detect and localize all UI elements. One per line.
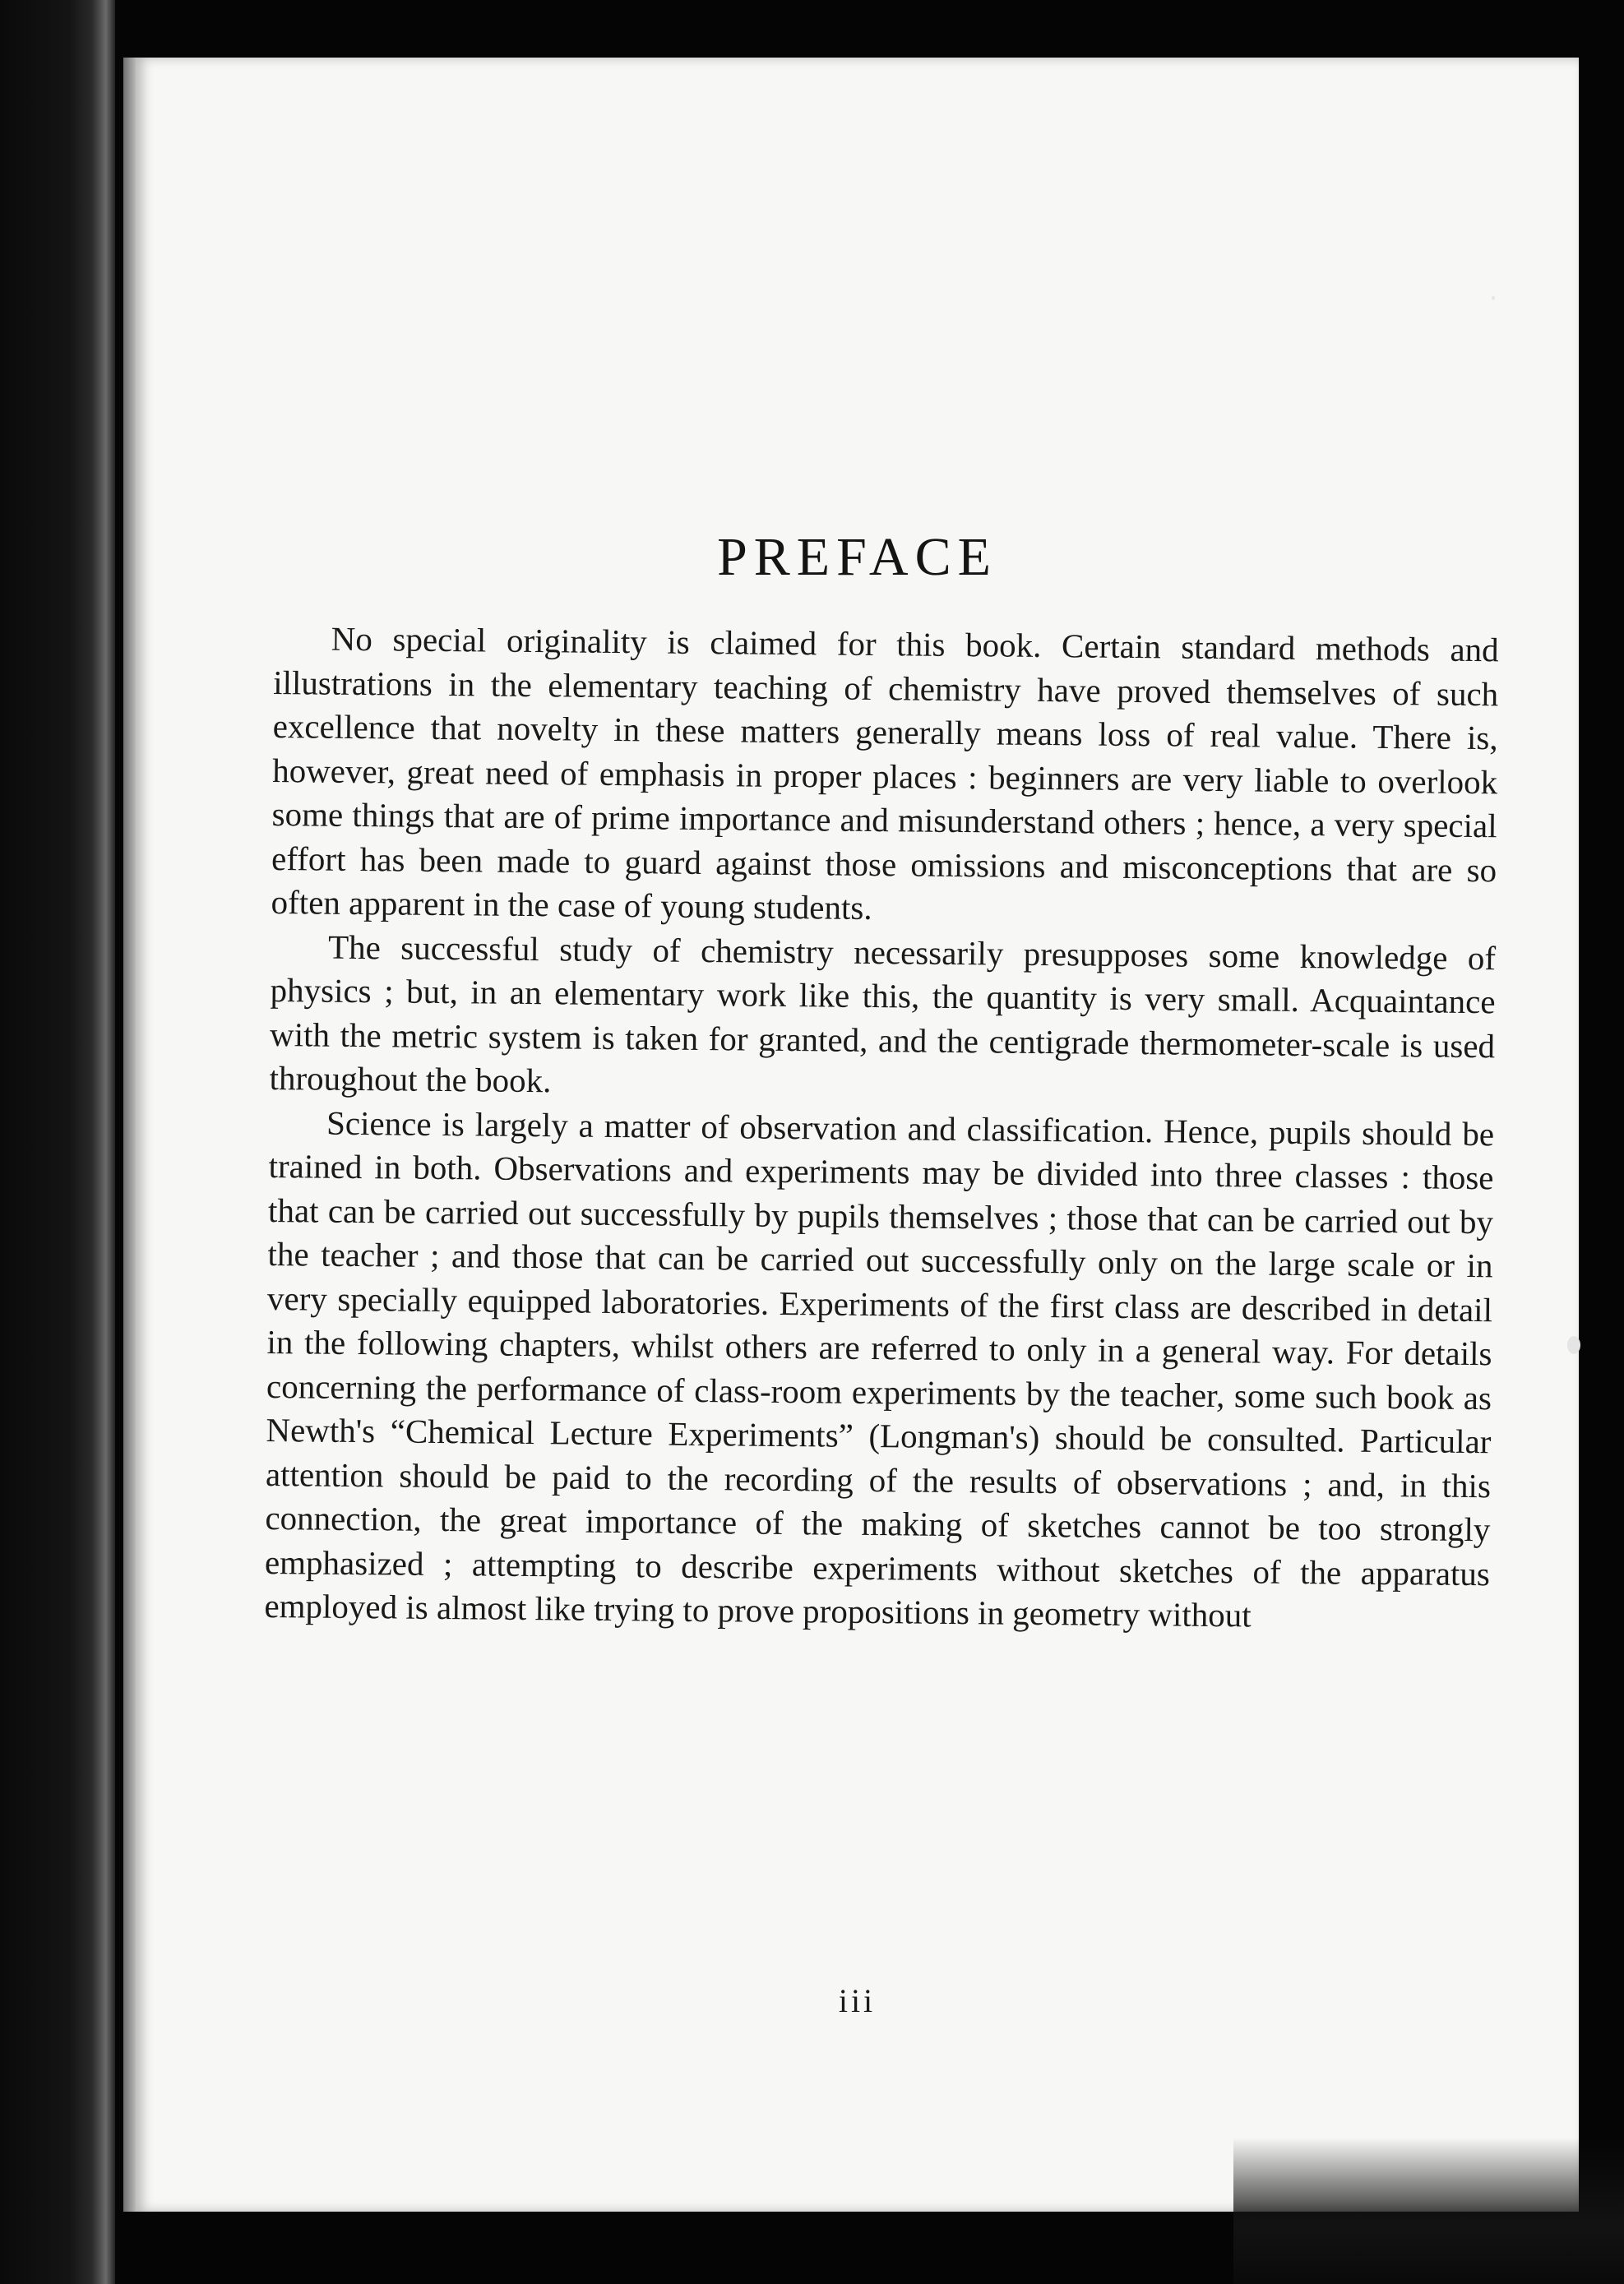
- scan-speck: [1567, 1336, 1580, 1354]
- facing-page-edge: [0, 0, 115, 2284]
- preface-body: [264, 617, 1499, 1640]
- scan-shadow: [1233, 2138, 1624, 2284]
- scan-speck: [1492, 296, 1495, 300]
- book-page: [136, 58, 1579, 2212]
- paragraph-2: The successful study of chemistry necessarily presupposes some knowledge of physics ; but, in an elementary work like this, the quantity is very small. Acquaintance with the metric system is taken for granted, and the centigrade thermometer-scale is used throughout the book.: [269, 927, 1497, 1100]
- page-number: iii: [838, 1982, 877, 2019]
- page-title: PREFACE: [717, 527, 997, 587]
- paragraph-3: Science is largely a matter of observation and classification. Hence, pupils should be trained in both. Observations and experiments may be divided into three classes : those that can be carried out successfully by pupils themselves ; those that can be carried out by the teacher ; and those that can be carried out successfully only on the large scale or in very specially equipped laboratories. Experiments of the first class are described in detail in the following chapters, whilst others are referred to only in a general way. For details concerning the performance of class-room experiments by the teacher, some such book as Newth's “Chemical Lecture Experiments” (Longman's) should be consulted. Particular attention should be paid to the recording of the results of observations ; and, in this connection, the great importance of the making of sketches cannot be too strongly emphasized ; attempting to describe experiments without sketches of the apparatus employed is almost like trying to prove propositions in geometry without: [264, 1103, 1495, 1634]
- paragraph-1: No special originality is claimed for this book. Certain standard methods and illustrations in the elementary teaching of chemistry have proved themselves of such excellence that novelty in these matters generally means loss of real value. There is, however, great need of emphasis in proper places : beginners are very liable to overlook some things that are of prime importance and misunderstand others ; hence, a very special effort has been made to guard against those omissions and misconceptions that are so often apparent in the case of young students.: [271, 619, 1499, 927]
